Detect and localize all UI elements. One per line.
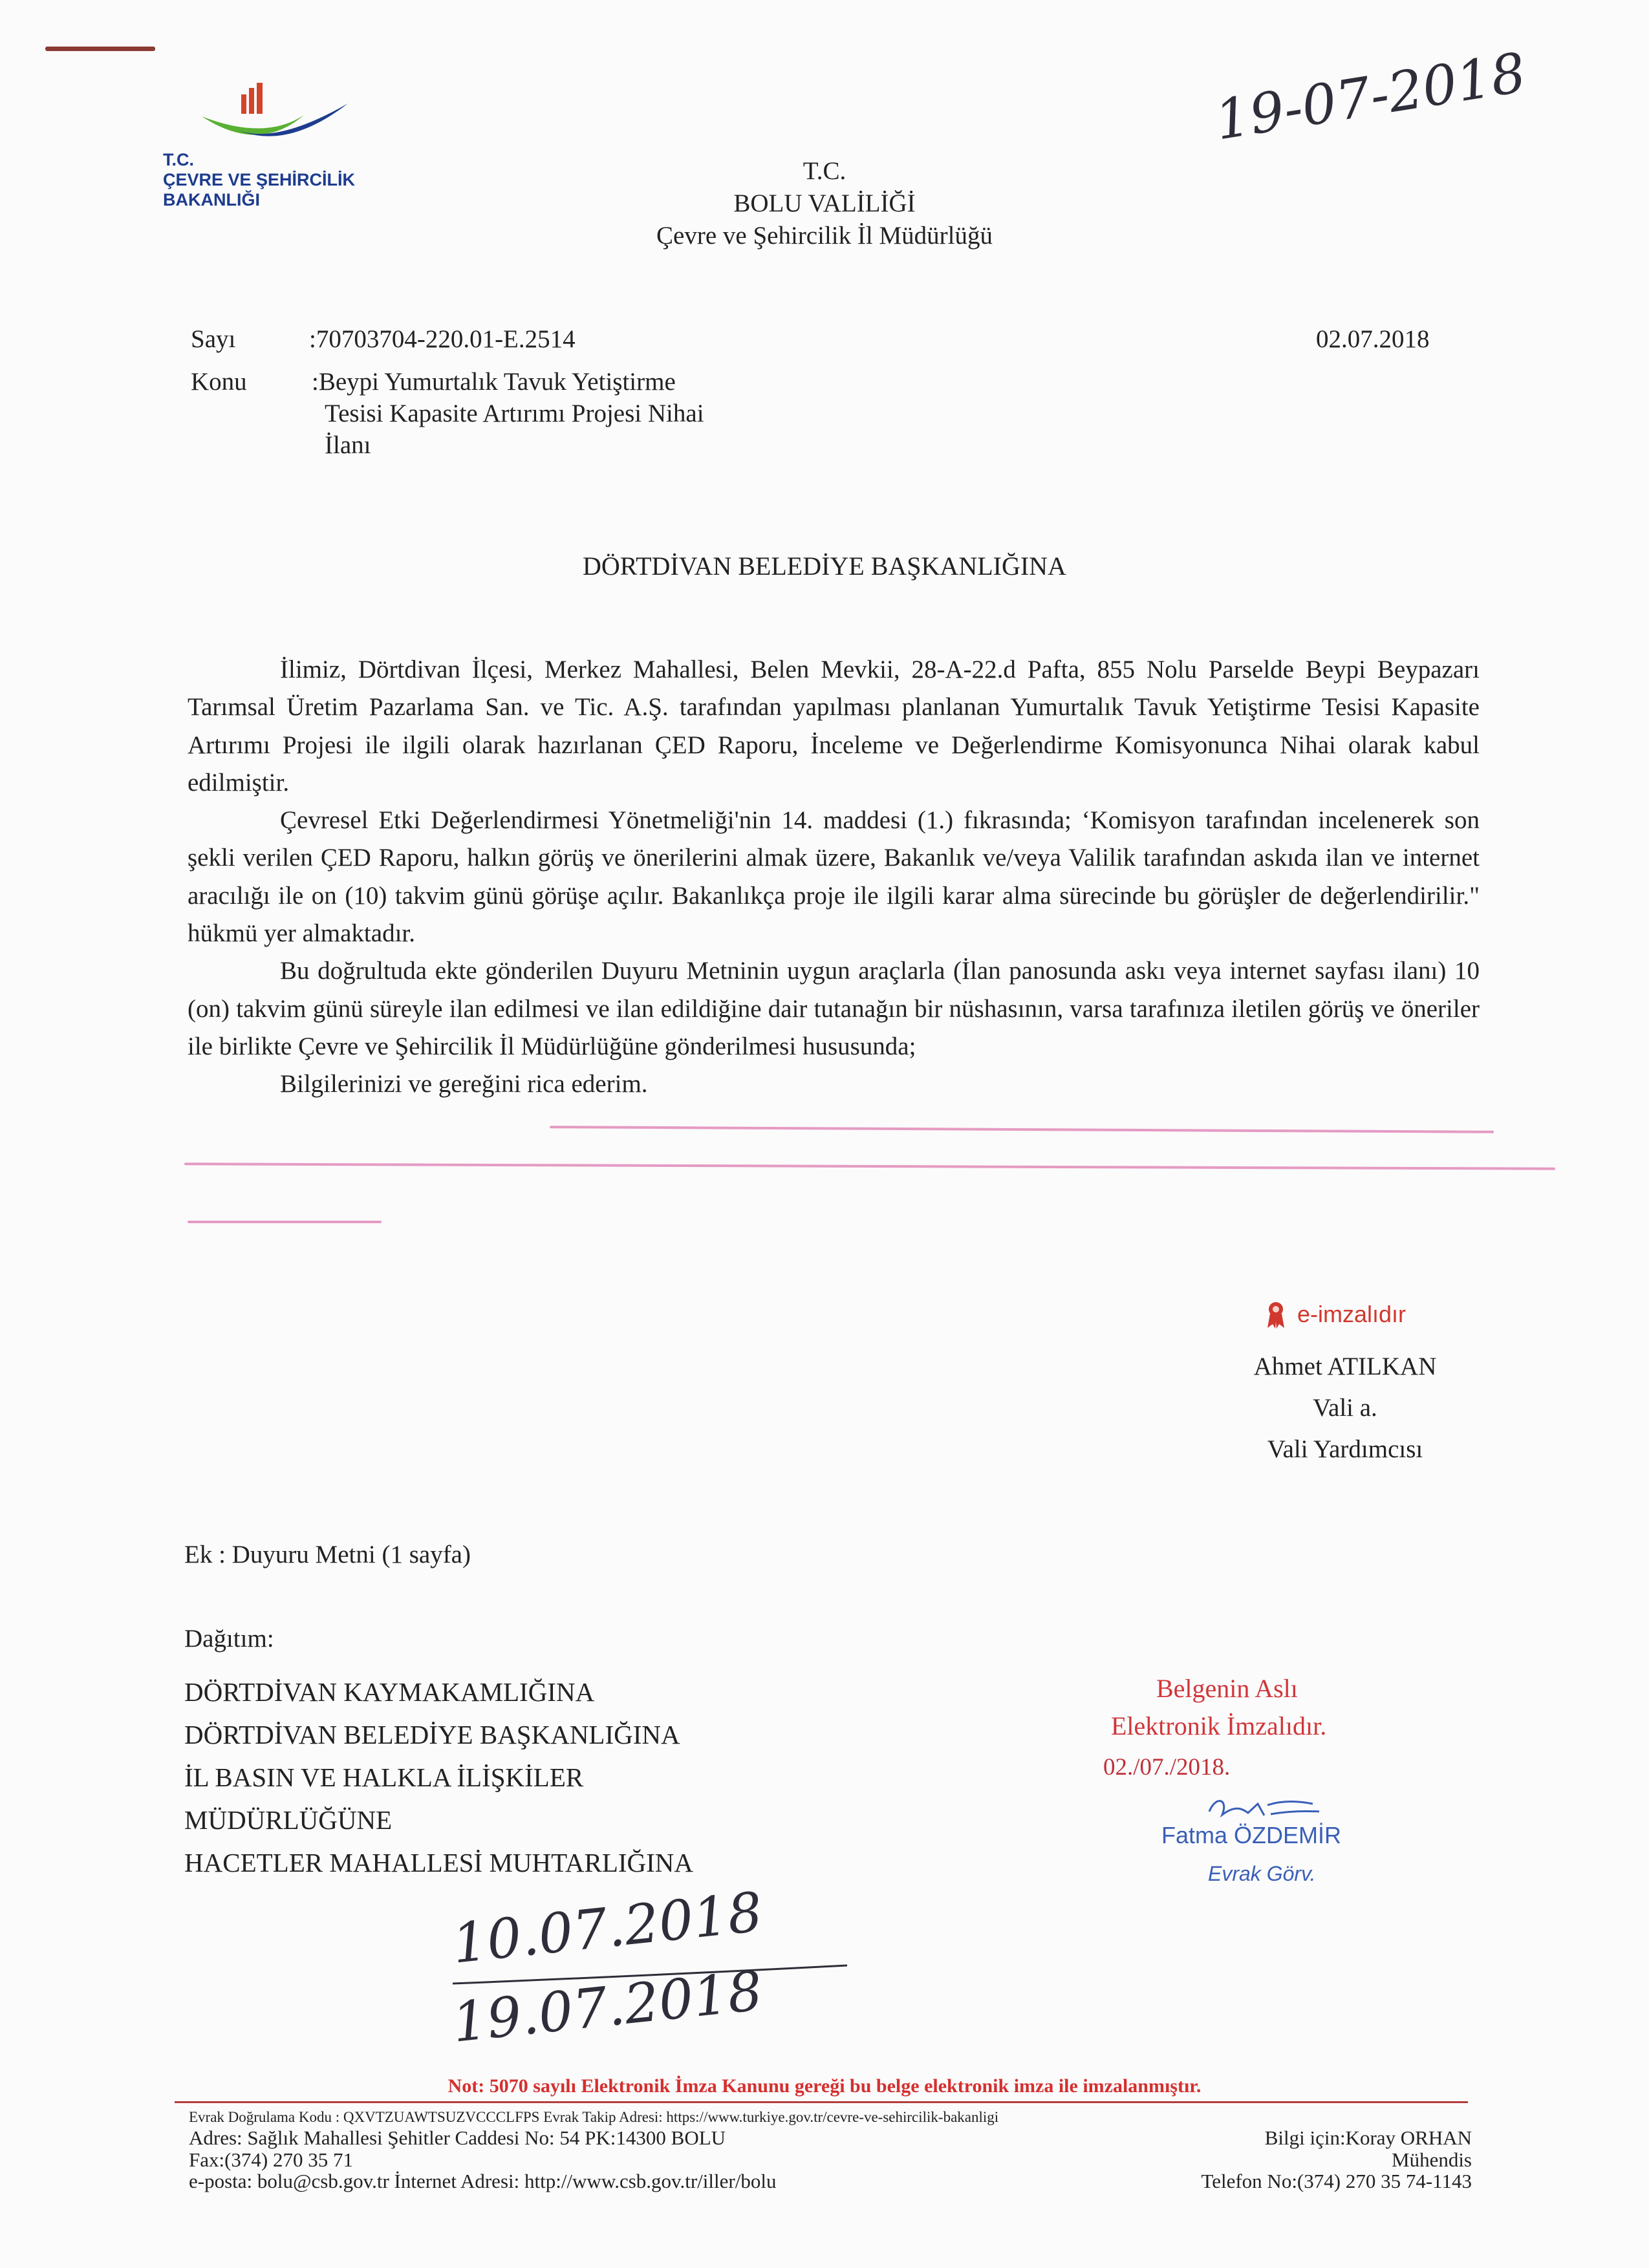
distribution-list (184, 1671, 693, 1884)
distribution-item: İL BASIN VE HALKLA İLİŞKİLER (184, 1762, 584, 1792)
signer-title-1: Vali a. (1313, 1394, 1377, 1422)
header-institution: BOLU VALİLİĞİ (733, 189, 916, 217)
body-paragraph-4: Bilgilerinizi ve gereğini rica ederim. (280, 1070, 648, 1098)
stamp-role: Evrak Görv. (1208, 1862, 1316, 1885)
letterhead (0, 155, 1649, 252)
footer-fax: Fax:(374) 270 35 71 (189, 2148, 354, 2171)
highlight-line-2 (184, 1162, 1555, 1170)
konu-line-3: İlanı (325, 431, 371, 459)
stamp-name: Fatma ÖZDEMİR (1161, 1822, 1342, 1848)
body-paragraph-3: Bu doğrultuda ekte gönderilen Duyuru Metninin uygun araçlarla (İlan panosunda askı veya internet sayfası ilanı) 10 (on) takvim günü süreyle ilan edilmesi ve ilan edildiğine dair tutanağın bir nüshasının, varsa tarafınıza iletilen görüş ve öneriler ile birlikte Çevre ve Şehircilik İl Müdürlüğüne gönderilmesi hususunda; (188, 957, 1480, 1060)
footer-contact-title: Mühendis (1392, 2148, 1472, 2171)
highlight-line-3 (188, 1221, 382, 1223)
handwritten-date-1: 10.07.2018 (449, 1879, 766, 1976)
footer-rule (175, 2101, 1468, 2103)
e-signature-text: e-imzalıdır (1297, 1301, 1406, 1327)
signer-name: Ahmet ATILKAN (1253, 1353, 1437, 1380)
e-signature-label (1297, 1301, 1406, 1328)
highlight-line-1 (550, 1126, 1494, 1133)
distribution-item: DÖRTDİVAN KAYMAKAMLIĞINA (184, 1677, 595, 1707)
logo-bar-1 (241, 94, 246, 114)
logo-line-3: BAKANLIĞI (163, 190, 260, 209)
handwritten-date-2: 19.07.2018 (449, 1958, 766, 2055)
distribution-label: Dağıtım: (184, 1625, 274, 1653)
attachment-line: Ek : Duyuru Metni (1 sayfa) (184, 1541, 471, 1568)
signer-title-2: Vali Yardımcısı (1267, 1435, 1423, 1463)
header-department: Çevre ve Şehircilik İl Müdürlüğü (656, 222, 993, 250)
handwritten-date-top: 19-07-2018 (1211, 40, 1531, 153)
body-paragraph-2: Çevresel Etki Değerlendirmesi Yönetmeliği'nin 14. maddesi (1.) fıkrasında; ‘Komisyon tarafından incelenerek son şekli verilen ÇED Raporu, halkın görüş ve önerilerini almak üzere, Bakanlık ve/veya Valilik tarafından askıda ilan ve internet aracılığı ile on (10) takvim günü görüşe açılır. Bakanlıkça proje ile ilgili karar alma sürecinde bu görüşler de değerlendirilir." hükmü yer almaktadır. (188, 806, 1480, 948)
stamp-signature-scribble (1203, 1792, 1332, 1824)
konu-value (312, 366, 894, 461)
body-paragraph-1: İlimiz, Dörtdivan İlçesi, Merkez Mahallesi, Belen Mevkii, 28-A-22.d Pafta, 855 Nolu Parselde Beypi Beypazarı Tarımsal Üretim Pazarlama San. ve Tic. A.Ş. tarafından yapılması planlanan Yumurtalık Tavuk Yetiştirme Tesisi Kapasite Artırımı Projesi ile ilgili olarak hazırlanan ÇED Raporu, İnceleme ve Değerlendirme Komisyonunca Nihai olarak kabul edilmiştir. (188, 656, 1480, 797)
sayi-label: Sayı (191, 325, 236, 353)
footer-email: e-posta: bolu@csb.gov.tr İnternet Adresi: http://www.csb.gov.tr/iller/bolu (189, 2170, 777, 2192)
ribbon-icon (1266, 1301, 1286, 1329)
red-scratch-mark (45, 47, 155, 51)
document-date: 02.07.2018 (1316, 325, 1430, 353)
logo-line-2: ÇEVRE VE ŞEHİRCİLİK (163, 170, 356, 189)
signature-block (1183, 1346, 1507, 1470)
konu-line-2: Tesisi Kapasite Artırımı Projesi Nihai (325, 400, 704, 427)
distribution-item: MÜDÜRLÜĞÜNE (184, 1805, 393, 1835)
logo-line-1: T.C. (163, 150, 195, 169)
footer-address: Adres: Sağlık Mahallesi Şehitler Caddesi No: 54 PK:14300 BOLU (189, 2126, 726, 2149)
footer-note: Not: 5070 sayılı Elektronik İmza Kanunu gereği bu belge elektronik imza ile imzalanmıştır. (447, 2075, 1202, 2097)
recipient-heading: DÖRTDİVAN BELEDİYE BAŞKANLIĞINA (583, 551, 1066, 581)
distribution-item: DÖRTDİVAN BELEDİYE BAŞKANLIĞINA (184, 1720, 680, 1749)
stamp-line-2: Elektronik İmzalıdır. (1111, 1711, 1327, 1740)
header-tc: T.C. (803, 157, 846, 185)
stamp-date: 02./07./2018. (1103, 1754, 1231, 1781)
logo-bar-2 (249, 88, 254, 114)
footer-contact: Bilgi için:Koray ORHAN (1264, 2126, 1472, 2149)
stamp-line-1: Belgenin Aslı (1156, 1674, 1298, 1703)
logo-bar-3 (257, 83, 263, 114)
konu-line-1: :Beypi Yumurtalık Tavuk Yetiştirme (312, 368, 676, 396)
konu-label: Konu (191, 368, 247, 396)
distribution-item: HACETLER MAHALLESİ MUHTARLIĞINA (184, 1848, 694, 1878)
letter-body (188, 651, 1480, 1104)
sayi-value: :70703704-220.01-E.2514 (309, 325, 576, 353)
verification-code: Evrak Doğrulama Kodu : QXVTZUAWTSUZVCCCLFPS Evrak Takip Adresi: https://www.turkiye.gov.tr/cevre-ve-sehircilik-bakanligi (189, 2109, 999, 2125)
footer-phone: Telefon No:(374) 270 35 74-1143 (1201, 2170, 1472, 2192)
